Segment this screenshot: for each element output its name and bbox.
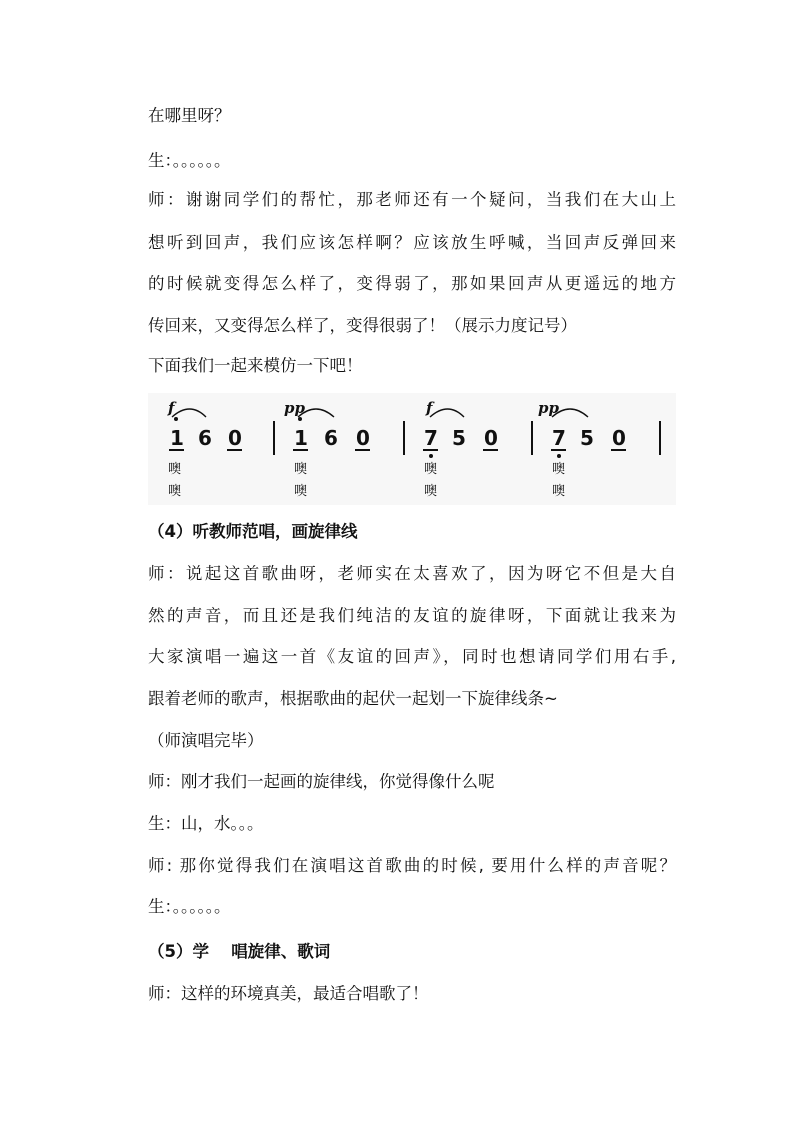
note-digit: 0 [484, 426, 498, 450]
text-line: 大家演唱一遍这一首《友谊的回声》，同时也想请同学们用右手, [148, 647, 676, 666]
section-heading: （5）学 唱旋律、歌词 [148, 942, 331, 961]
text-line: 师：谢谢同学们的帮忙，那老师还有一个疑问，当我们在大山上 [148, 190, 676, 209]
note-digit: 6 [324, 426, 338, 450]
octave-dot [298, 417, 302, 421]
text-line: 生：。。。。。。 [148, 897, 231, 916]
music-notation [148, 393, 676, 505]
section-heading: （4）听教师范唱，画旋律线 [148, 522, 358, 541]
lyric: 噢 [168, 484, 182, 499]
lyric: 噢 [294, 484, 308, 499]
slur-arc [172, 409, 206, 417]
lyric: 噢 [168, 462, 182, 477]
lyric: 噢 [552, 462, 566, 477]
text-line: （师演唱完毕） [148, 731, 264, 750]
text-line: 下面我们一起来模仿一下吧！ [148, 356, 363, 375]
note-digit: 6 [198, 426, 212, 450]
dynamic-mark: pp [538, 399, 559, 417]
dynamic-mark: pp [284, 399, 305, 417]
note-digit: 1 [170, 426, 184, 450]
note-digit: 5 [452, 426, 466, 450]
text-line: 传回来，又变得怎么样了，变得很弱了！（展示力度记号） [148, 316, 577, 335]
note-digit: 5 [580, 426, 594, 450]
text-line: 跟着老师的歌声，根据歌曲的起伏一起划一下旋律线条~ [148, 689, 558, 708]
lyric: 噢 [552, 484, 566, 499]
text-line: 生：。。。。。。 [148, 151, 231, 170]
dynamic-mark: f [168, 399, 175, 417]
text-line: 想听到回声，我们应该怎样啊？应该放生呼喊，当回声反弹回来 [148, 233, 676, 252]
text-line: 师: 那你觉得我们在演唱这首歌曲的时候, 要用什么样的声音呢？ [148, 856, 676, 875]
text-line: 然的声音，而且还是我们纯洁的友谊的旋律呀，下面就让我来为 [148, 606, 676, 625]
text-line: 师：这样的环境真美，最适合唱歌了！ [148, 984, 429, 1003]
lyric: 噢 [424, 484, 438, 499]
text-line: 生：山，水。。。 [148, 814, 264, 833]
text-line: 的时候就变得怎么样了，变得弱了，那如果回声从更遥远的地方 [148, 274, 676, 293]
note-digit: 1 [294, 426, 308, 450]
text-line: 在哪里呀？ [148, 106, 231, 125]
slur-arc [430, 409, 464, 417]
octave-dot [174, 417, 178, 421]
note-digit: 7 [552, 426, 566, 450]
lyric: 噢 [424, 462, 438, 477]
note-digit: 7 [424, 426, 438, 450]
octave-dot-low [557, 454, 561, 458]
text-line: 师：刚才我们一起画的旋律线，你觉得像什么呢 [148, 772, 495, 791]
text-line: 师：说起这首歌曲呀，老师实在太喜欢了，因为呀它不但是大自 [148, 564, 676, 583]
dynamic-mark: f [426, 399, 433, 417]
octave-dot-low [429, 454, 433, 458]
notation-svg [148, 393, 676, 505]
note-digit: 0 [228, 426, 242, 450]
note-digit: 0 [612, 426, 626, 450]
note-digit: 0 [356, 426, 370, 450]
lyric: 噢 [294, 462, 308, 477]
